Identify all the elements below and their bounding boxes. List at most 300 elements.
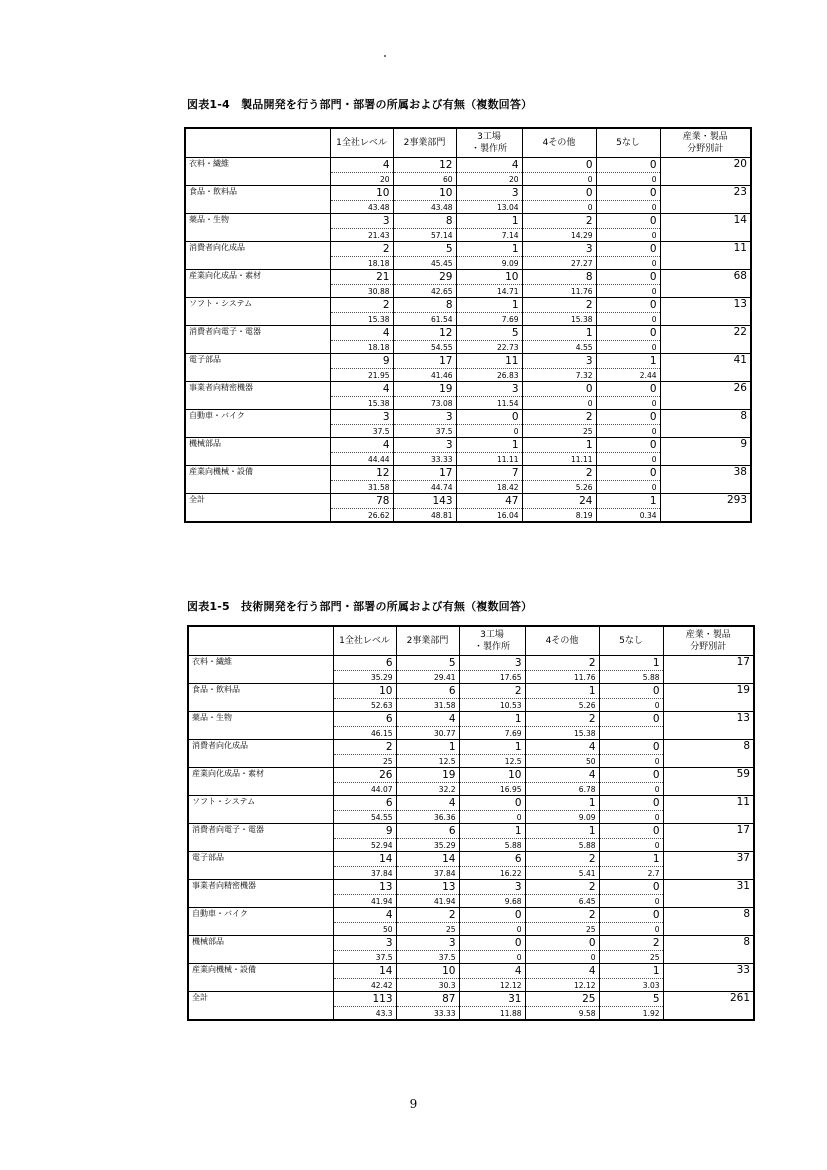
count-cell: 0: [459, 936, 525, 951]
count-cell: 1: [459, 824, 525, 839]
percent-cell: 16.04: [456, 509, 522, 523]
percent-cell: 32.2: [396, 783, 459, 796]
table-1-5: [187, 625, 755, 1021]
percent-cell: 48.81: [393, 509, 456, 523]
percent-cell: 27.27: [522, 257, 596, 270]
percent-cell: 37.5: [396, 951, 459, 964]
count-cell: 8: [663, 936, 754, 964]
percent-cell: 20: [330, 173, 393, 186]
count-cell: 0: [596, 298, 660, 313]
row-label: 薬品・生物: [185, 214, 330, 242]
count-cell: 21: [330, 270, 393, 285]
percent-cell: 42.65: [393, 285, 456, 298]
count-cell: 143: [393, 494, 456, 509]
percent-cell: 42.42: [333, 979, 396, 992]
count-cell: 2: [522, 214, 596, 229]
count-cell: 0: [596, 270, 660, 285]
table-row: [188, 656, 754, 671]
percent-cell: 11.11: [522, 453, 596, 466]
percent-cell: 12.12: [459, 979, 525, 992]
count-cell: 11: [456, 354, 522, 369]
row-label: 全計: [188, 992, 333, 1021]
count-cell: 5: [599, 992, 663, 1007]
percent-cell: 0: [459, 811, 525, 824]
percent-cell: 0: [596, 481, 660, 494]
count-cell: 19: [396, 768, 459, 783]
column-header: 4その他: [525, 626, 599, 656]
count-cell: 2: [330, 242, 393, 257]
table-row: [185, 382, 751, 397]
count-cell: 4: [333, 908, 396, 923]
percent-cell: 37.84: [396, 867, 459, 880]
percent-cell: 3.03: [599, 979, 663, 992]
count-cell: 59: [663, 768, 754, 796]
table-row: [185, 298, 751, 313]
table-row: [185, 438, 751, 453]
percent-cell: 14.71: [456, 285, 522, 298]
count-cell: 17: [663, 656, 754, 684]
percent-cell: 11.76: [525, 671, 599, 684]
percent-cell: 25: [333, 755, 396, 768]
count-cell: 3: [333, 936, 396, 951]
percent-cell: 37.5: [333, 951, 396, 964]
row-label: 薬品・生物: [188, 712, 333, 740]
table-row: [185, 410, 751, 425]
row-label: 事業者向精密機器: [185, 382, 330, 410]
table-row: [188, 992, 754, 1007]
count-cell: 13: [396, 880, 459, 895]
count-cell: 8: [663, 740, 754, 768]
percent-cell: 12.5: [396, 755, 459, 768]
table-row: [185, 466, 751, 481]
count-cell: 31: [663, 880, 754, 908]
row-label: 消費者向化成品: [185, 242, 330, 270]
column-header: 4その他: [522, 128, 596, 158]
count-cell: 19: [393, 382, 456, 397]
table-row: [188, 684, 754, 699]
column-header: 3工場 ・製作所: [456, 128, 522, 158]
row-label: 機械部品: [188, 936, 333, 964]
count-cell: 12: [393, 326, 456, 341]
percent-cell: 0: [459, 923, 525, 936]
table-1-5-caption: 図表1-5 技術開発を行う部門・部署の所属および有無（複数回答）: [187, 600, 533, 613]
percent-cell: 18.18: [330, 341, 393, 354]
row-label: 食品・飲料品: [185, 186, 330, 214]
count-cell: 10: [459, 768, 525, 783]
count-cell: 1: [525, 824, 599, 839]
count-cell: 0: [596, 438, 660, 453]
count-cell: 6: [459, 852, 525, 867]
percent-cell: 5.88: [459, 839, 525, 852]
count-cell: 9: [660, 438, 751, 466]
percent-cell: [599, 727, 663, 740]
count-cell: 33: [663, 964, 754, 992]
percent-cell: 0: [596, 201, 660, 214]
count-cell: 10: [330, 186, 393, 201]
table-row: [185, 326, 751, 341]
percent-cell: 73.08: [393, 397, 456, 410]
count-cell: 261: [663, 992, 754, 1021]
count-cell: 0: [599, 796, 663, 811]
percent-cell: 0: [596, 313, 660, 326]
percent-cell: 0: [596, 257, 660, 270]
percent-cell: 25: [525, 923, 599, 936]
row-label: ソフト・システム: [185, 298, 330, 326]
count-cell: 0: [596, 382, 660, 397]
count-cell: 8: [663, 908, 754, 936]
percent-cell: 43.3: [333, 1007, 396, 1021]
percent-cell: 41.94: [333, 895, 396, 908]
percent-cell: 61.54: [393, 313, 456, 326]
count-cell: 41: [660, 354, 751, 382]
percent-cell: 0: [599, 783, 663, 796]
count-cell: 1: [522, 438, 596, 453]
count-cell: 19: [663, 684, 754, 712]
count-cell: 31: [459, 992, 525, 1007]
percent-cell: 1.92: [599, 1007, 663, 1021]
row-label: 消費者向化成品: [188, 740, 333, 768]
column-header: 2事業部門: [396, 626, 459, 656]
count-cell: 20: [660, 158, 751, 186]
count-cell: 1: [599, 656, 663, 671]
percent-cell: 50: [333, 923, 396, 936]
row-label: 事業者向精密機器: [188, 880, 333, 908]
table-row: [188, 712, 754, 727]
percent-cell: 25: [599, 951, 663, 964]
column-header: [188, 626, 333, 656]
percent-cell: 20: [456, 173, 522, 186]
percent-cell: 5.26: [522, 481, 596, 494]
percent-cell: 7.69: [456, 313, 522, 326]
count-cell: 1: [456, 298, 522, 313]
count-cell: 4: [330, 326, 393, 341]
count-cell: 5: [393, 242, 456, 257]
percent-cell: 0: [599, 699, 663, 712]
count-cell: 0: [599, 740, 663, 755]
count-cell: 37: [663, 852, 754, 880]
count-cell: 0: [596, 326, 660, 341]
count-cell: 10: [333, 684, 396, 699]
count-cell: 10: [393, 186, 456, 201]
percent-cell: 0: [522, 173, 596, 186]
count-cell: 11: [663, 796, 754, 824]
count-cell: 24: [522, 494, 596, 509]
count-cell: 2: [525, 880, 599, 895]
count-cell: 2: [330, 298, 393, 313]
percent-cell: 0: [596, 425, 660, 438]
percent-cell: 22.73: [456, 341, 522, 354]
count-cell: 0: [522, 158, 596, 173]
count-cell: 4: [330, 382, 393, 397]
count-cell: 0: [459, 908, 525, 923]
count-cell: 3: [396, 936, 459, 951]
count-cell: 25: [525, 992, 599, 1007]
count-cell: 0: [525, 936, 599, 951]
count-cell: 2: [599, 936, 663, 951]
count-cell: 3: [459, 656, 525, 671]
percent-cell: 21.43: [330, 229, 393, 242]
percent-cell: 57.14: [393, 229, 456, 242]
percent-cell: 37.84: [333, 867, 396, 880]
count-cell: 4: [330, 438, 393, 453]
count-cell: 3: [522, 354, 596, 369]
count-cell: 4: [525, 740, 599, 755]
percent-cell: 0: [522, 397, 596, 410]
percent-cell: 44.07: [333, 783, 396, 796]
count-cell: 14: [333, 852, 396, 867]
count-cell: 14: [396, 852, 459, 867]
count-cell: 4: [396, 796, 459, 811]
count-cell: 4: [330, 158, 393, 173]
percent-cell: 18.42: [456, 481, 522, 494]
count-cell: 3: [459, 880, 525, 895]
percent-cell: 52.94: [333, 839, 396, 852]
percent-cell: 43.48: [330, 201, 393, 214]
percent-cell: 33.33: [396, 1007, 459, 1021]
percent-cell: 29.41: [396, 671, 459, 684]
count-cell: 2: [525, 656, 599, 671]
count-cell: 29: [393, 270, 456, 285]
count-cell: 17: [663, 824, 754, 852]
count-cell: 0: [459, 796, 525, 811]
percent-cell: 45.45: [393, 257, 456, 270]
percent-cell: 37.5: [393, 425, 456, 438]
count-cell: 2: [522, 410, 596, 425]
percent-cell: 30.77: [396, 727, 459, 740]
table-row: [185, 494, 751, 509]
row-label: 自動車・バイク: [185, 410, 330, 438]
table-row: [188, 796, 754, 811]
count-cell: 0: [599, 768, 663, 783]
percent-cell: 17.65: [459, 671, 525, 684]
percent-cell: 12.12: [525, 979, 599, 992]
count-cell: 26: [660, 382, 751, 410]
percent-cell: 16.22: [459, 867, 525, 880]
column-header: 5なし: [599, 626, 663, 656]
count-cell: 0: [599, 908, 663, 923]
percent-cell: 7.14: [456, 229, 522, 242]
count-cell: 1: [596, 494, 660, 509]
percent-cell: 11.11: [456, 453, 522, 466]
count-cell: 68: [660, 270, 751, 298]
count-cell: 6: [333, 712, 396, 727]
row-label: 自動車・バイク: [188, 908, 333, 936]
percent-cell: 6.78: [525, 783, 599, 796]
count-cell: 1: [596, 354, 660, 369]
table-row: [188, 824, 754, 839]
count-cell: 3: [393, 410, 456, 425]
percent-cell: 0: [599, 811, 663, 824]
row-label: 消費者向電子・電器: [188, 824, 333, 852]
row-label: 産業向機械・設備: [185, 466, 330, 494]
row-label: 産業向機械・設備: [188, 964, 333, 992]
row-label: 衣料・繊維: [185, 158, 330, 186]
percent-cell: 0: [599, 839, 663, 852]
count-cell: 4: [459, 964, 525, 979]
percent-cell: 9.68: [459, 895, 525, 908]
column-header: 5なし: [596, 128, 660, 158]
row-label: 電子部品: [188, 852, 333, 880]
count-cell: 1: [459, 712, 525, 727]
percent-cell: 0: [522, 201, 596, 214]
table-row: [188, 852, 754, 867]
count-cell: 13: [660, 298, 751, 326]
count-cell: 17: [393, 354, 456, 369]
column-header: 3工場 ・製作所: [459, 626, 525, 656]
count-cell: 7: [456, 466, 522, 481]
column-header: 産業・製品 分野別計: [660, 128, 751, 158]
count-cell: 2: [525, 908, 599, 923]
percent-cell: 5.41: [525, 867, 599, 880]
count-cell: 9: [330, 354, 393, 369]
percent-cell: 5.88: [525, 839, 599, 852]
count-cell: 6: [396, 684, 459, 699]
percent-cell: 15.38: [525, 727, 599, 740]
count-cell: 13: [333, 880, 396, 895]
percent-cell: 8.19: [522, 509, 596, 523]
count-cell: 9: [333, 824, 396, 839]
table-row: [185, 354, 751, 369]
count-cell: 0: [522, 186, 596, 201]
percent-cell: 31.58: [330, 481, 393, 494]
count-cell: 0: [599, 684, 663, 699]
table-row: [185, 242, 751, 257]
percent-cell: 15.38: [330, 313, 393, 326]
table-row: [188, 908, 754, 923]
count-cell: 0: [599, 880, 663, 895]
count-cell: 8: [393, 214, 456, 229]
table-row: [185, 186, 751, 201]
count-cell: 26: [333, 768, 396, 783]
percent-cell: 6.45: [525, 895, 599, 908]
percent-cell: 11.76: [522, 285, 596, 298]
percent-cell: 0: [596, 285, 660, 298]
count-cell: 1: [456, 438, 522, 453]
table-row: [185, 214, 751, 229]
percent-cell: 5.26: [525, 699, 599, 712]
percent-cell: 0.34: [596, 509, 660, 523]
count-cell: 2: [396, 908, 459, 923]
table-row: [185, 158, 751, 173]
table-1-4-caption: 図表1-4 製品開発を行う部門・部署の所属および有無（複数回答）: [187, 98, 533, 111]
count-cell: 8: [393, 298, 456, 313]
count-cell: 1: [456, 242, 522, 257]
row-label: 電子部品: [185, 354, 330, 382]
column-header: 2事業部門: [393, 128, 456, 158]
percent-cell: 0: [596, 341, 660, 354]
percent-cell: 4.55: [522, 341, 596, 354]
percent-cell: 35.29: [396, 839, 459, 852]
percent-cell: 0: [596, 229, 660, 242]
percent-cell: 18.18: [330, 257, 393, 270]
count-cell: 12: [393, 158, 456, 173]
count-cell: 1: [599, 852, 663, 867]
count-cell: 2: [525, 852, 599, 867]
column-header: 1全社レベル: [330, 128, 393, 158]
count-cell: 10: [456, 270, 522, 285]
count-cell: 22: [660, 326, 751, 354]
count-cell: 3: [330, 410, 393, 425]
percent-cell: 0: [599, 923, 663, 936]
count-cell: 47: [456, 494, 522, 509]
percent-cell: 36.36: [396, 811, 459, 824]
percent-cell: 52.63: [333, 699, 396, 712]
column-header: 1全社レベル: [333, 626, 396, 656]
percent-cell: 25: [396, 923, 459, 936]
count-cell: 5: [396, 656, 459, 671]
table-row: [188, 880, 754, 895]
percent-cell: 0: [599, 895, 663, 908]
count-cell: 6: [333, 796, 396, 811]
percent-cell: 11.54: [456, 397, 522, 410]
percent-cell: 0: [456, 425, 522, 438]
count-cell: 0: [596, 214, 660, 229]
count-cell: 1: [459, 740, 525, 755]
scan-speck: [384, 55, 386, 57]
percent-cell: 9.09: [525, 811, 599, 824]
percent-cell: 26.62: [330, 509, 393, 523]
count-cell: 1: [599, 964, 663, 979]
percent-cell: 44.44: [330, 453, 393, 466]
table-row: [188, 936, 754, 951]
percent-cell: 41.46: [393, 369, 456, 382]
percent-cell: 30.88: [330, 285, 393, 298]
count-cell: 14: [660, 214, 751, 242]
count-cell: 14: [333, 964, 396, 979]
count-cell: 2: [333, 740, 396, 755]
count-cell: 0: [596, 466, 660, 481]
percent-cell: 43.48: [393, 201, 456, 214]
percent-cell: 15.38: [522, 313, 596, 326]
count-cell: 17: [393, 466, 456, 481]
percent-cell: 0: [459, 951, 525, 964]
count-cell: 8: [522, 270, 596, 285]
count-cell: 6: [396, 824, 459, 839]
percent-cell: 35.29: [333, 671, 396, 684]
count-cell: 1: [525, 796, 599, 811]
percent-cell: 9.58: [525, 1007, 599, 1021]
percent-cell: 54.55: [333, 811, 396, 824]
percent-cell: 44.74: [393, 481, 456, 494]
percent-cell: 2.7: [599, 867, 663, 880]
count-cell: 0: [599, 712, 663, 727]
count-cell: 6: [333, 656, 396, 671]
count-cell: 11: [660, 242, 751, 270]
table-row: [185, 270, 751, 285]
count-cell: 2: [525, 712, 599, 727]
count-cell: 3: [456, 186, 522, 201]
count-cell: 3: [330, 214, 393, 229]
table-row: [188, 964, 754, 979]
count-cell: 113: [333, 992, 396, 1007]
count-cell: 87: [396, 992, 459, 1007]
table-1-4: [184, 127, 752, 523]
page-number: 9: [409, 1097, 418, 1111]
percent-cell: 7.69: [459, 727, 525, 740]
percent-cell: 0: [596, 453, 660, 466]
percent-cell: 50: [525, 755, 599, 768]
row-label: 食品・飲料品: [188, 684, 333, 712]
table-row: [188, 740, 754, 755]
percent-cell: 2.44: [596, 369, 660, 382]
percent-cell: 0: [525, 951, 599, 964]
count-cell: 13: [663, 712, 754, 740]
count-cell: 23: [660, 186, 751, 214]
count-cell: 3: [393, 438, 456, 453]
count-cell: 0: [599, 824, 663, 839]
count-cell: 1: [396, 740, 459, 755]
count-cell: 293: [660, 494, 751, 523]
